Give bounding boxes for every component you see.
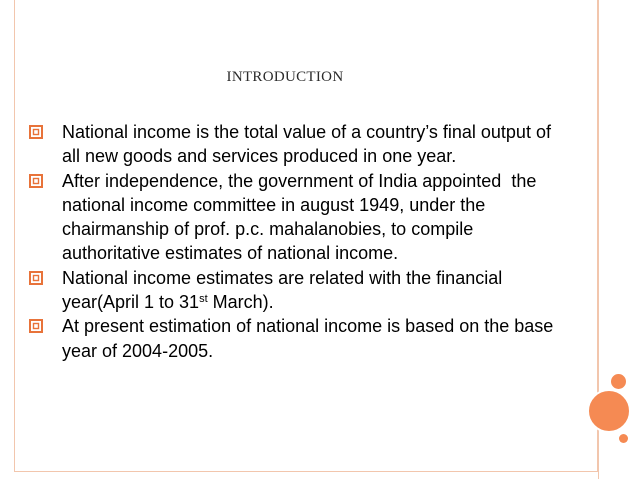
bullet-text: After independence, the government of India appointed the national income committee in august 1949, under the chairmanship of prof. p.c. mahalanobies, to compile authoritative estimates of national income. <box>62 170 542 264</box>
bullet-item <box>28 314 558 363</box>
square-outline-bullet-icon <box>28 173 44 189</box>
square-outline-bullet-icon <box>28 318 44 334</box>
decorative-small-circle <box>611 374 626 389</box>
bullet-text <box>62 268 502 312</box>
bullet-text-before: National income estimates are related with the financial year(April 1 to 31 <box>62 267 503 313</box>
decorative-large-circle <box>587 389 631 433</box>
bullet-item <box>28 266 558 315</box>
bullet-text: National income is the total value of a country’s final output of all new goods and services produced in one year. <box>62 122 551 167</box>
ordinal-superscript: st <box>199 293 208 306</box>
slide-title: INTRODUCTION <box>226 69 344 85</box>
bullet-text: At present estimation of national income is based on the base year of 2004-2005. <box>62 316 554 361</box>
decorative-tiny-circle <box>619 434 628 443</box>
bullet-text-after: March). <box>207 292 274 313</box>
bullet-list <box>28 120 558 363</box>
square-outline-bullet-icon <box>28 124 44 140</box>
square-outline-bullet-icon <box>28 270 44 286</box>
bullet-item <box>28 169 558 266</box>
bullet-item <box>28 120 558 169</box>
